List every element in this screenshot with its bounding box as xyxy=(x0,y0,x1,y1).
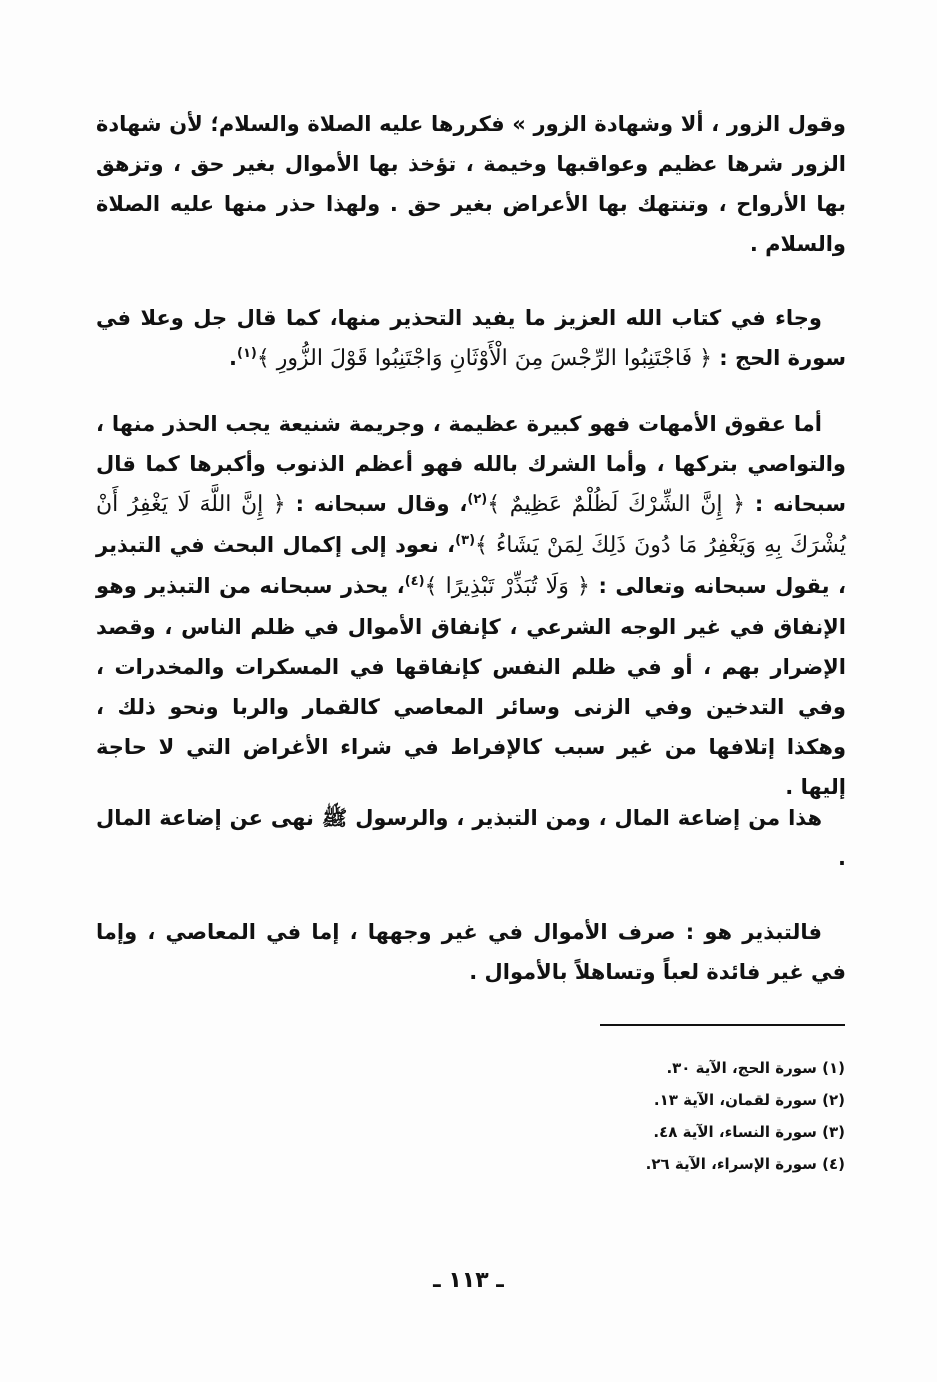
paragraph-1 xyxy=(96,104,846,264)
paragraph-5-text: فالتبذير هو : صرف الأموال في غير وجهها ، إما في المعاصي ، وإما في غير فائدة لعباً وتساهلاً بالأموال . xyxy=(96,920,846,984)
paragraph-4 xyxy=(96,798,846,878)
paragraph-3-text-b: ، وقال سبحانه : xyxy=(285,492,468,516)
footnote-ref-1: (١) xyxy=(237,346,257,361)
footnote-1: (١) سورة الحج، الآية ٣٠. xyxy=(666,1059,845,1077)
paragraph-4-text: هذا من إضاعة المال ، ومن التبذير ، والرسول ﷺ نهى عن إضاعة المال . xyxy=(96,806,846,870)
quran-verse-hajj: ﴿ فَاجْتَنِبُوا الرِّجْسَ مِنَ الْأَوْثَانِ وَاجْتَنِبُوا قَوْلَ الزُّورِ ﴾ xyxy=(256,346,712,371)
paragraph-2-end: . xyxy=(229,346,238,370)
paragraph-1-text: وقول الزور ، ألا وشهادة الزور » فكررها عليه الصلاة والسلام؛ لأن شهادة الزور شرها عظيم وعواقبها وخيمة ، تؤخذ بها الأموال بغير حق ، وتزهق بها الأرواح ، وتنتهك بها الأعراض بغير حق . ولهذا حذر منها عليه الصلاة والسلام . xyxy=(96,112,846,256)
paragraph-2-text: وجاء في كتاب الله العزيز ما يفيد التحذير منها، كما قال جل وعلا في سورة الحج : xyxy=(96,306,846,370)
footnote-ref-4: (٤) xyxy=(404,574,425,589)
quran-verse-isra: ﴿ وَلَا تُبَذِّرْ تَبْذِيرًا ﴾ xyxy=(424,574,590,599)
paragraph-3-text-d: ، يحذر سبحانه من التبذير وهو الإنفاق في غير الوجه الشرعي ، كإنفاق الأموال في ظلم الناس ، وقصد الإضرار بهم ، أو في ظلم النفس كإنفاقها في المسكرات والمخدرات ، وفي التدخين وفي الزنى وسائر المعاصي كالقمار والربا ونحو ذلك ، وهكذا إتلافها من غير سبب كالإفراط في شراء الأغراض التي لا حاجة إليها . xyxy=(96,574,846,799)
footnote-4: (٤) سورة الإسراء، الآية ٢٦. xyxy=(645,1155,845,1173)
paragraph-3 xyxy=(96,404,846,807)
paragraph-3-text-c: ، نعود إلى إكمال البحث في التبذير ، يقول سبحانه وتعالى : xyxy=(96,533,847,598)
footnotes xyxy=(525,1052,845,1180)
paragraph-5 xyxy=(96,912,846,992)
footnote-2: (٢) سورة لقمان، الآية ١٣. xyxy=(653,1091,845,1109)
footnote-3: (٣) سورة النساء، الآية ٤٨. xyxy=(653,1123,845,1141)
page-number: ـ ١١٣ ـ xyxy=(433,1268,504,1293)
quran-verse-nisa: ﴿ إِنَّ اللَّهَ لَا يَغْفِرُ أَنْ يُشْرَكَ بِهِ وَيَغْفِرُ مَا دُونَ ذَلِكَ لِمَنْ يَشَاءُ ﴾ xyxy=(96,492,846,558)
paragraph-2 xyxy=(96,298,846,379)
footnote-separator xyxy=(600,1024,845,1026)
paragraph-3-text-a: أما عقوق الأمهات فهو كبيرة عظيمة ، وجريمة شنيعة يجب الحذر منها ، والتواصي بتركها ، وأما الشرك بالله فهو أعظم الذنوب وأكبرها كما قال سبحانه : xyxy=(96,412,846,516)
quran-verse-luqman: ﴿ إِنَّ الشِّرْكَ لَظُلْمٌ عَظِيمٌ ﴾ xyxy=(487,492,745,517)
footnote-ref-2: (٢) xyxy=(467,492,488,507)
footnote-ref-3: (٣) xyxy=(455,533,476,548)
